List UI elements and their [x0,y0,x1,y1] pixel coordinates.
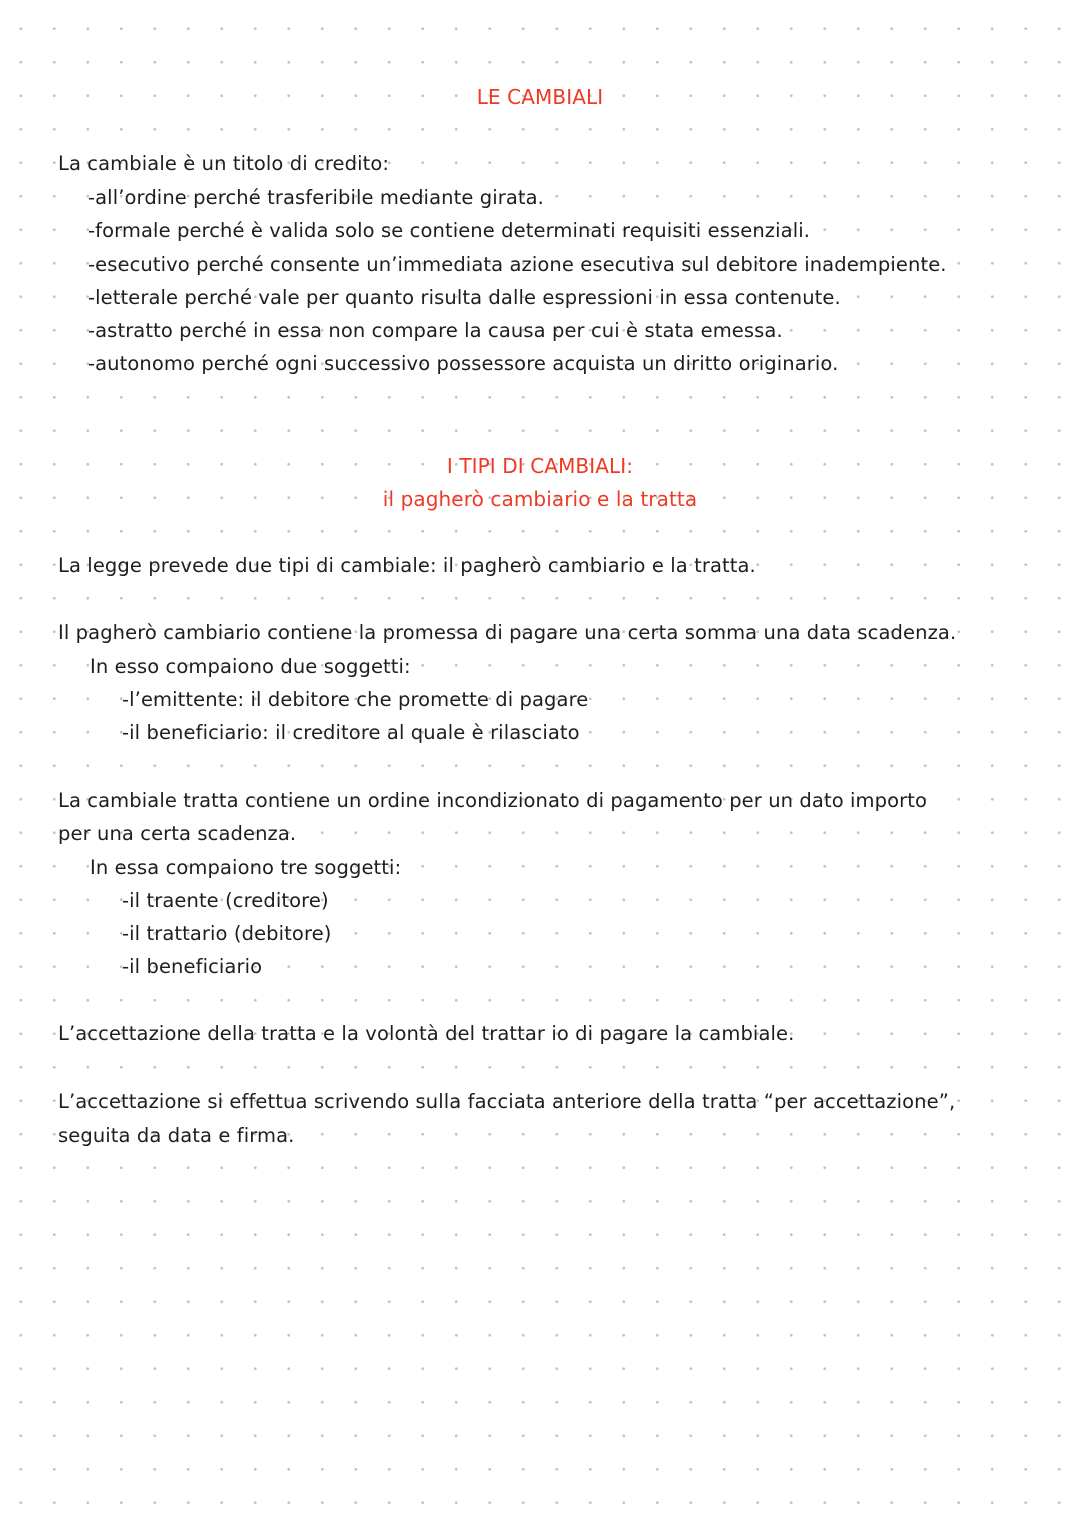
section-title: I TIPI DI CAMBIALI: [446,454,634,478]
list-item: -il beneficiario: il creditore al quale è rilasciato [122,721,580,744]
page-title: LE CAMBIALI [476,85,604,109]
list-item: -il trattario (debitore) [122,922,332,945]
list-item: -formale perché è valida solo se contiene determinati requisiti essenziali. [88,219,811,242]
paragraph: seguita da data e firma. [58,1124,295,1147]
list-item: -il beneficiario [122,955,263,978]
intro-heading: La cambiale è un titolo di credito: [58,152,390,175]
list-item: -all’ordine perché trasferibile mediante girata. [88,186,544,209]
section-subtitle: il pagherò cambiario e la tratta [382,487,698,511]
paragraph: Il pagherò cambiario contiene la promessa di pagare una certa somma una data scadenza. [58,621,957,644]
paragraph: La cambiale tratta contiene un ordine incondizionato di pagamento per un dato importo [58,789,928,812]
list-item: -astratto perché in essa non compare la causa per cui è stata emessa. [88,319,783,342]
list-item: -esecutivo perché consente un’immediata azione esecutiva sul debitore inadempiente. [88,253,947,276]
paragraph: per una certa scadenza. [58,822,297,845]
paragraph: In esso compaiono due soggetti: [90,655,411,678]
paragraph: L’accettazione della tratta e la volontà del trattar io di pagare la cambiale. [58,1022,795,1045]
list-item: -letterale perché vale per quanto risulta dalle espressioni in essa contenute. [88,286,841,309]
paragraph: L’accettazione si effettua scrivendo sulla facciata anteriore della tratta “per accettazione”, [58,1090,956,1113]
list-item: -autonomo perché ogni successivo possessore acquista un diritto originario. [88,352,839,375]
paragraph: La legge prevede due tipi di cambiale: il pagherò cambiario e la tratta. [58,554,756,577]
paragraph: In essa compaiono tre soggetti: [90,856,402,879]
list-item: -l’emittente: il debitore che promette di pagare [122,688,589,711]
list-item: -il traente (creditore) [122,889,329,912]
